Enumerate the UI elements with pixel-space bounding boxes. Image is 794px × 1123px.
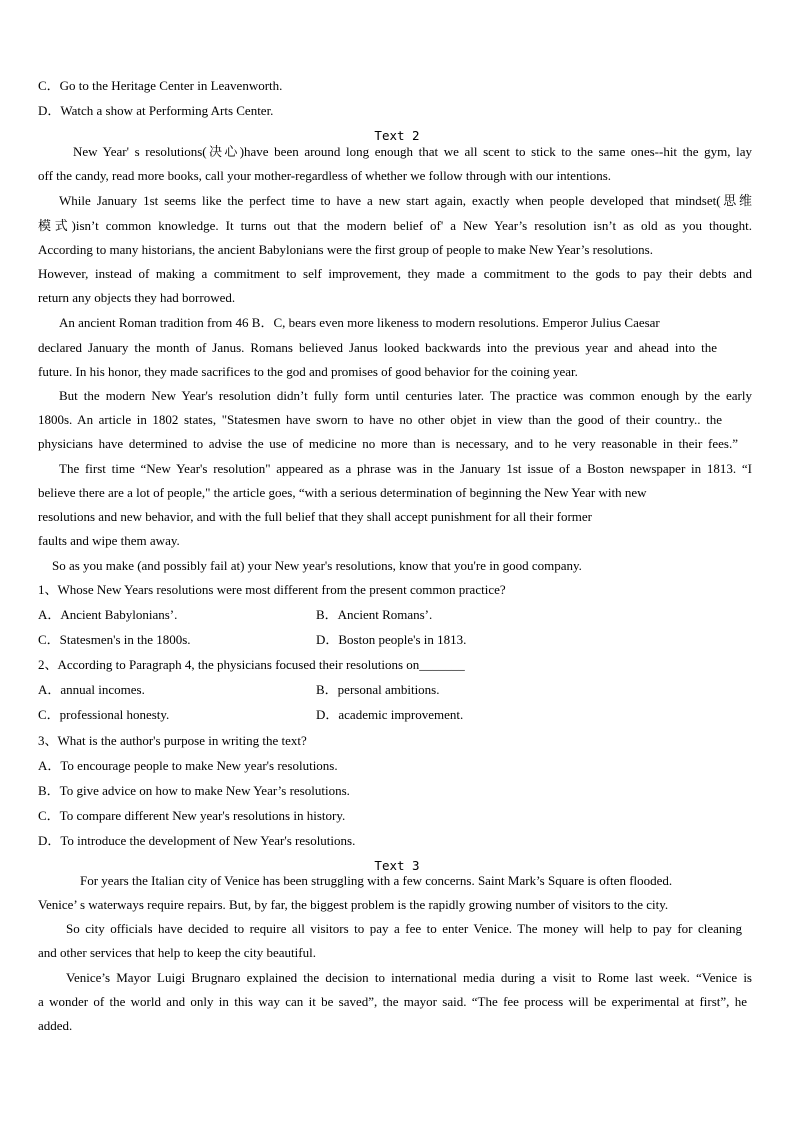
question-3-option-d: D．To introduce the development of New Year's resolutions. (38, 833, 356, 848)
text3-line: So city officials have decided to require all visitors to pay a fee to enter Venice. The money will help to pay for cleaning (66, 921, 742, 936)
text2-line: faults and wipe them away. (38, 533, 180, 548)
text3-line: added. (38, 1018, 73, 1033)
text3-line: Venice’s Mayor Luigi Brugnaro explained the decision to international media during a visit to Rome last week. “Venice is (66, 970, 752, 985)
text3-line: Venice’ s waterways require repairs. But, by far, the biggest problem is the rapidly growing number of visitors to the city. (38, 897, 669, 912)
question-2-option-a: A．annual incomes. (38, 682, 145, 697)
question-3-stem: 3、What is the author's purpose in writing the text? (38, 733, 307, 748)
question-3-option-b: B．To give advice on how to make New Year’s resolutions. (38, 783, 350, 798)
question-1-option-c: C．Statesmen's in the 1800s. (38, 632, 191, 647)
text2-line: believe there are a lot of people," the article goes, “with a serious determination of beginning the New Year with new (38, 485, 647, 500)
text2-line: future. In his honor, they made sacrifices to the god and promises of good behavior for the coining year. (38, 364, 578, 379)
text2-line: An ancient Roman tradition from 46 B．C, bears even more likeness to modern resolutions. Emperor Julius Caesar (59, 315, 660, 330)
text2-line: resolutions and new behavior, and with the full belief that they shall accept punishment for all their former (38, 509, 592, 524)
option-d-performing-arts: D．Watch a show at Performing Arts Center. (38, 103, 274, 118)
text2-line: off the candy, read more books, call your mother-regardless of whether we follow through with our intentions. (38, 168, 612, 183)
text2-line: return any objects they had borrowed. (38, 290, 236, 305)
option-c-heritage-center: C．Go to the Heritage Center in Leavenworth. (38, 78, 283, 93)
text2-line: physicians have determined to advise the use of medicine no more than is necessary, and to he very reasonable in their fees.” (38, 436, 738, 451)
text2-line: However, instead of making a commitment to self improvement, they made a commitment to the gods to pay their debts and (38, 266, 752, 281)
question-1-option-b: B．Ancient Romans’. (316, 607, 433, 622)
text2-line: So as you make (and possibly fail at) your New year's resolutions, know that you're in good company. (52, 558, 582, 573)
question-1-option-a: A．Ancient Babylonians’. (38, 607, 178, 622)
question-1-stem: 1、Whose New Years resolutions were most different from the present common practice? (38, 582, 506, 597)
question-1-option-d: D．Boston people's in 1813. (316, 632, 467, 647)
text2-title: Text 2 (374, 128, 420, 143)
text2-line: While January 1st seems like the perfect time to have a new start again, exactly when people developed that mindset(思维 (59, 193, 752, 208)
text3-line: and other services that help to keep the city beautiful. (38, 945, 316, 960)
question-2-option-c: C．professional honesty. (38, 707, 170, 722)
question-2-option-d: D．academic improvement. (316, 707, 464, 722)
text2-line: 模式)isn’t common knowledge. It turns out that the modern belief of' a New Year’s resolution isn’t as old as you thought. (38, 218, 752, 233)
question-2-option-b: B．personal ambitions. (316, 682, 440, 697)
text2-line: declared January the month of Janus. Romans believed Janus looked backwards into the previous year and ahead into the (38, 340, 717, 355)
question-3-option-c: C．To compare different New year's resolutions in history. (38, 808, 346, 823)
text2-line: New Year' s resolutions(决心)have been around long enough that we all scent to stick to the same ones--hit the gym, lay (73, 144, 752, 159)
text2-line: But the modern New Year's resolution didn’t fully form until centuries later. The practice was common enough by the early (59, 388, 752, 403)
text2-line: The first time “New Year's resolution" appeared as a phrase was in the January 1st issue of a Boston newspaper in 1813. “I (59, 461, 752, 476)
text3-line: For years the Italian city of Venice has been struggling with a few concerns. Saint Mark’s Square is often flooded. (80, 873, 673, 888)
question-2-stem: 2、According to Paragraph 4, the physicians focused their resolutions on_______ (38, 657, 465, 672)
text3-line: a wonder of the world and only in this way can it be saved”, the mayor said. “The fee process will be experimental at first”, he (38, 994, 747, 1009)
text2-line: 1800s. An article in 1802 states, "Statesmen have sworn to have no other objet in view than the good of their country.. the (38, 412, 722, 427)
question-3-option-a: A．To encourage people to make New year's resolutions. (38, 758, 338, 773)
text2-line: According to many historians, the ancient Babylonians were the first group of people to make New Year’s resolutions. (38, 242, 653, 257)
text3-title: Text 3 (374, 858, 420, 873)
